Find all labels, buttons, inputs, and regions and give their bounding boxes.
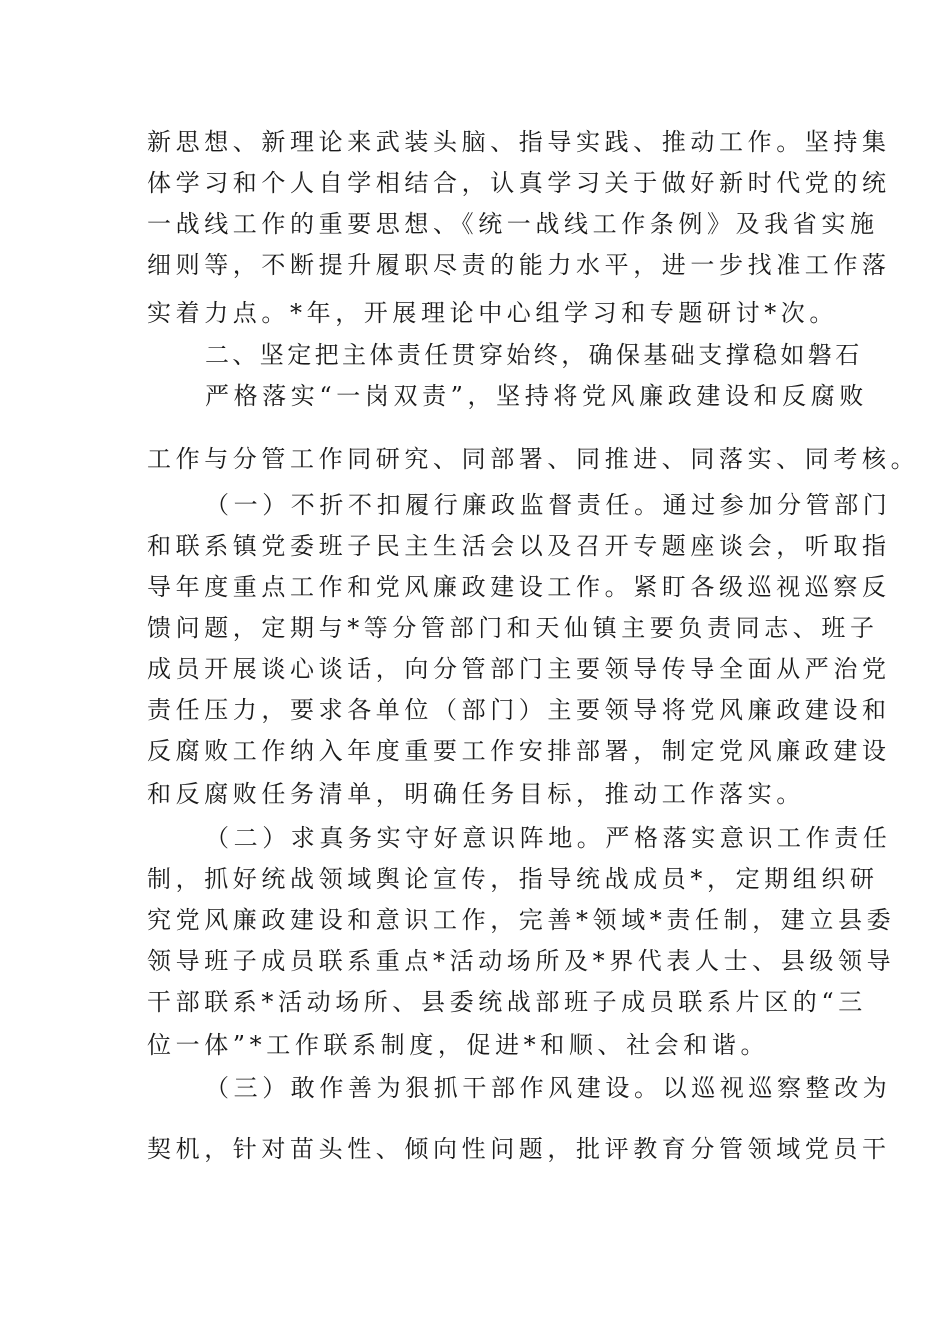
paragraph-line: 体学习和个人自学相结合，认真学习关于做好新时代党的统 [147,169,891,197]
paragraph-line: 责任压力，要求各单位（部门）主要领导将党风廉政建设和 [147,696,891,724]
subsection-heading: （一）不折不扣履行廉政监督责任。通过参加分管部门 [205,491,892,519]
paragraph-line: 成员开展谈心谈话，向分管部门主要领导传导全面从严治党 [147,655,891,683]
paragraph-line: 严格落实“一岗双责”，坚持将党风廉政建设和反腐败 [205,382,868,410]
paragraph-line: 契机，针对苗头性、倾向性问题，批评教育分管领域党员干 [147,1135,891,1163]
paragraph-line: 工作与分管工作同研究、同部署、同推进、同落实、同考核。 [147,445,920,473]
paragraph-line: 领导班子成员联系重点*活动场所及*界代表人士、县级领导 [147,947,896,975]
paragraph-line: 一战线工作的重要思想、《统一战线工作条例》及我省实施 [147,210,879,238]
subsection-heading: （三）敢作善为狠抓干部作风建设。以巡视巡察整改为 [205,1074,892,1102]
paragraph-line: 实着力点。*年，开展理论中心组学习和专题研讨*次。 [147,299,838,327]
paragraph-line: 馈问题，定期与*等分管部门和天仙镇主要负责同志、班子 [147,614,879,642]
paragraph-line: 位一体”*工作联系制度，促进*和顺、社会和谐。 [147,1031,770,1059]
subsection-heading: （二）求真务实守好意识阵地。严格落实意识工作责任 [205,824,892,852]
paragraph-line: 和反腐败任务清单，明确任务目标，推动工作落实。 [147,780,805,808]
paragraph-line: 和联系镇党委班子民主生活会以及召开专题座谈会，听取指 [147,532,891,560]
paragraph-line: 导年度重点工作和党风廉政建设工作。紧盯各级巡视巡察反 [147,573,891,601]
paragraph-line: 反腐败工作纳入年度重要工作安排部署，制定党风廉政建设 [147,737,891,765]
paragraph-line: 究党风廉政建设和意识工作，完善*领域*责任制，建立县委 [147,906,896,934]
paragraph-line: 细则等，不断提升履职尽责的能力水平，进一步找准工作落 [147,251,891,279]
paragraph-line: 新思想、新理论来武装头脑、指导实践、推动工作。坚持集 [147,128,891,156]
paragraph-line: 干部联系*活动场所、县委统战部班子成员联系片区的“三 [147,988,867,1016]
paragraph-line: 制，抓好统战领域舆论宣传，指导统战成员*，定期组织研 [147,865,879,893]
section-heading: 二、坚定把主体责任贯穿始终，确保基础支撑稳如磐石 [205,341,863,369]
